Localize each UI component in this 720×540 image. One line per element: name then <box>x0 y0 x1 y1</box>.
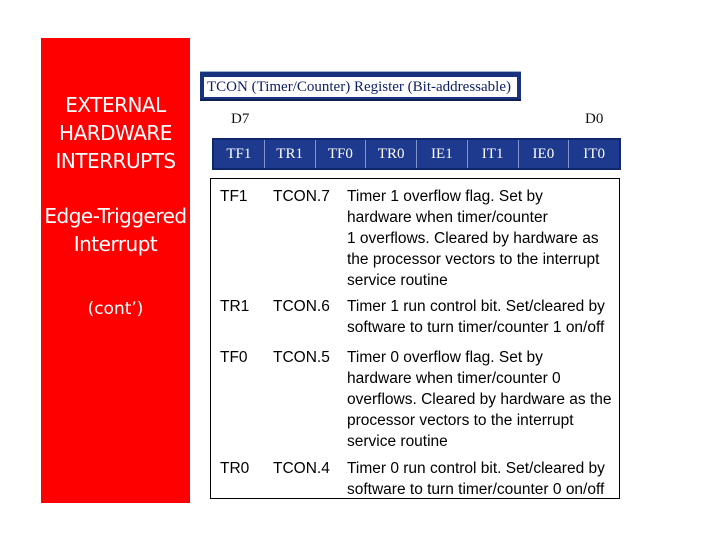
bit-address: TCON.7 <box>273 188 330 205</box>
bit-address: TCON.6 <box>273 298 330 315</box>
bit-name: TR0 <box>220 460 250 477</box>
title-panel <box>41 38 190 503</box>
bit-description: Timer 0 run control bit. Set/cleared by software to turn timer/counter 0 on/off <box>347 460 605 498</box>
msb-label: D7 <box>231 111 250 127</box>
bit-cell: TR0 <box>366 140 417 168</box>
bit-description: Timer 1 run control bit. Set/cleared by software to turn timer/counter 1 on/off <box>347 298 605 336</box>
slide-subtitle: Edge-Triggered Interrupt <box>44 204 187 256</box>
continued-label: (cont’) <box>87 299 144 319</box>
bit-name: TR1 <box>220 298 250 315</box>
slide-title: EXTERNAL HARDWARE INTERRUPTS <box>55 93 176 173</box>
bit-cell: IE0 <box>519 140 570 168</box>
register-bit-row <box>212 138 621 170</box>
bit-cell: IT1 <box>468 140 519 168</box>
bit-cell: IT0 <box>583 146 605 162</box>
bit-cell: TR1 <box>265 140 316 168</box>
bit-cell: TF0 <box>316 140 367 168</box>
bit-address: TCON.5 <box>273 349 330 366</box>
bit-name: TF0 <box>220 349 248 366</box>
bit-description-table <box>210 178 620 499</box>
bit-cell: IE1 <box>417 140 468 168</box>
bit-name: TF1 <box>220 188 248 205</box>
register-title: TCON (Timer/Counter) Register (Bit-addressable) <box>204 77 517 97</box>
bit-cell: TF1 <box>214 140 265 168</box>
lsb-label: D0 <box>585 111 604 127</box>
bit-description: Timer 0 overflow flag. Set by hardware when timer/counter 0 overflows. Cleared by hardware as the processor vectors to the interrupt service routine <box>347 349 612 450</box>
bit-description: Timer 1 overflow flag. Set by hardware when timer/counter 1 overflows. Cleared by hardware as the processor vectors to the interrupt service routine <box>347 188 600 289</box>
register-title-bar <box>200 71 521 101</box>
bit-address: TCON.4 <box>273 460 330 477</box>
